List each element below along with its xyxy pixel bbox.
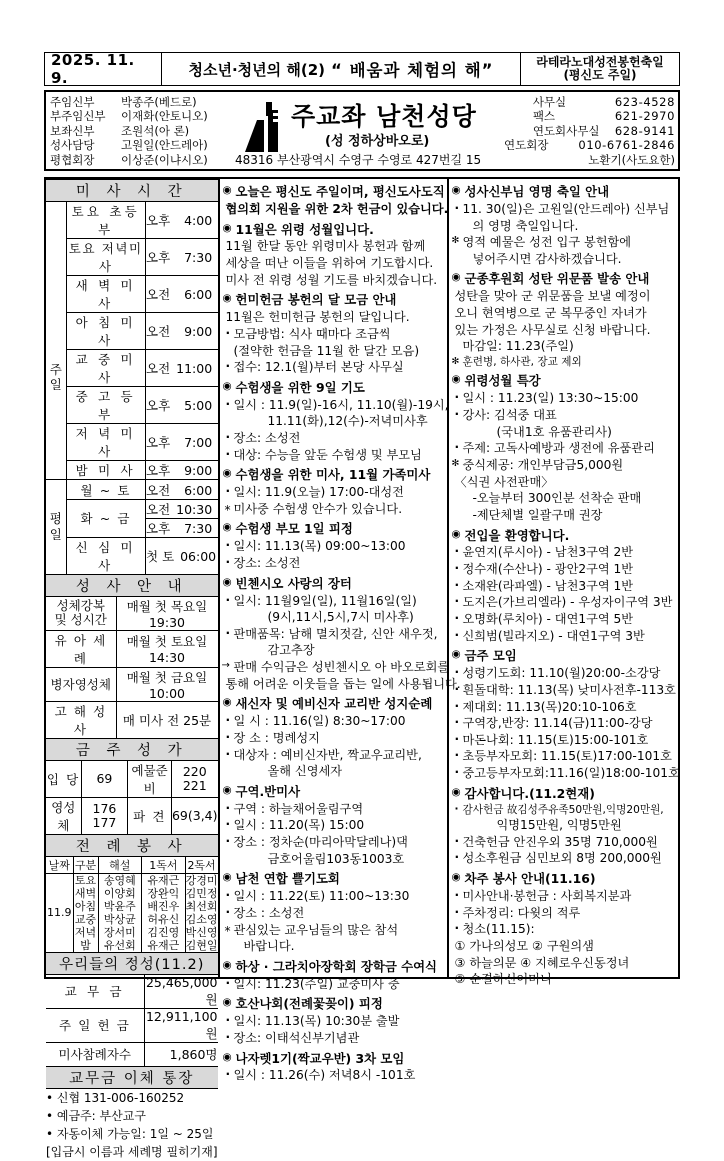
notice-line: · 주제: 고독사예방과 생전에 유품관리: [453, 440, 680, 457]
notice-nazareth-meeting: [224, 1050, 444, 1085]
contact-label: 연도회사무실: [532, 123, 600, 138]
sacrament-name: 성체강복 및 성시간: [46, 596, 116, 630]
parish-identity: [229, 92, 502, 169]
notice-line: · 청소(11.15):: [453, 921, 680, 938]
contact-label: 사무실: [532, 95, 567, 109]
notice-line: 성탄을 맞아 군 위문품을 보낼 예정이: [454, 289, 651, 304]
clergy-list: [46, 92, 229, 169]
notice-title: ◉ 헌미헌금 봉헌의 달 모금 안내: [224, 291, 444, 309]
contact-list: [502, 92, 678, 169]
liturgy-service-table: [46, 834, 218, 953]
notice-line: · 일시: 11월9일(일), 11월16일(일): [224, 593, 444, 610]
notice-line: · 일시: 11.23(주일) 교중미사 중: [224, 976, 444, 993]
clergy-name: 이상준(이냐시오): [121, 152, 208, 167]
mass-time: 오후 5:00: [146, 387, 218, 424]
notice-line: ③ 하늘의문 ④ 지혜로우신동정녀: [454, 955, 630, 970]
sacrament-when: 매월 첫 토요일 14:30: [116, 630, 218, 667]
hymn-table: [46, 738, 218, 835]
mass-name: 아 침 미 사: [66, 313, 146, 350]
notice-line: · 일시 : 11.26(수) 저녁8시 -101호: [224, 1067, 444, 1084]
col-reading2: 2독서: [185, 856, 217, 873]
account-line: • 자동이체 가능일: 1일 ~ 25일: [46, 1126, 214, 1141]
notice-line: ✻ 훈련병, 하사관, 장교 제외: [453, 355, 680, 369]
notice-november-souls-month: [224, 221, 444, 289]
notice-line: 감고추장: [267, 643, 315, 658]
notice-title: ◉ 군종후원회 성탄 위문품 발송 안내: [453, 270, 680, 288]
mass-time: 오전 9:00: [146, 313, 218, 350]
notice-line: · 장 소 : 명례성지: [224, 730, 444, 747]
contact-label: 연도회장: [504, 138, 549, 153]
sacrament-when: 매월 첫 금요일 10:00: [116, 667, 218, 701]
masthead: [44, 90, 680, 171]
notice-line: · 제대회: 11.13(목)20:10-106호: [453, 699, 680, 716]
clergy-name: 이재화(안토니오): [121, 109, 208, 124]
sacrament-name: 유 아 세 례: [46, 630, 116, 667]
contact-row: [504, 124, 675, 138]
mass-schedule-table: [46, 179, 218, 575]
notice-line: 익명15만원, 익명5만원: [496, 818, 622, 833]
notice-line: 세상을 떠난 이들을 위하여 기도합시다.: [225, 256, 434, 271]
mass-name: 신 심 미 사: [66, 537, 146, 574]
service-slots: 토요 새벽 아침 교중 저녁 밤: [74, 873, 97, 952]
notice-line: · 성령기도회: 11.10(월)20:00-소강당: [453, 665, 680, 682]
service-reading2: 강경미 김민정 최선회 김소영 박신영 김현일: [185, 873, 218, 952]
notice-new-members: [453, 527, 680, 645]
offering-value: 12,911,100원: [145, 1008, 218, 1041]
notice-line: (국내1호 유품관리사): [496, 424, 612, 439]
notice-title: ◉ 위령성월 특강: [453, 372, 680, 390]
clergy-row: [50, 138, 227, 152]
notice-laity-sunday: [224, 183, 449, 218]
sacrament-when: 매월 첫 목요일 19:30: [116, 596, 218, 630]
notice-line: 넣어주시면 감사하겠습니다.: [472, 251, 622, 266]
notice-district-mass: [224, 783, 444, 867]
notice-line: · 도지은(가브리엘라) - 우성자이구역 3반: [453, 594, 680, 611]
notice-title: ◉ 성사신부님 영명 축일 안내: [453, 183, 680, 201]
notice-military-gift: [453, 270, 680, 369]
notice-line: · 구역 : 하늘채어울림구역: [224, 801, 444, 818]
mass-time: 오후 7:30: [146, 518, 218, 537]
notice-line: · 초등부자모회: 11.15(토)17:00-101호: [453, 748, 680, 765]
notice-line: · 흰돌대학: 11.13(목) 낮미사전후-113호: [453, 682, 680, 699]
mass-time: 오전 6:00: [146, 276, 218, 313]
mass-name: 월 ~ 토: [66, 480, 146, 499]
mass-name: 화 ~ 금: [66, 499, 146, 537]
account-details: [46, 1088, 218, 1161]
clergy-role: 성사담당: [50, 138, 95, 153]
notice-family-mass: [224, 466, 444, 517]
liturgy-heading: 전 례 봉 사: [46, 834, 218, 856]
mass-time: 오전 6:00: [146, 480, 218, 499]
hymn-sending-value: 69(3,4): [171, 797, 217, 834]
notice-novena-for-students: [224, 379, 449, 463]
notice-scholarship-ceremony: [224, 958, 444, 993]
sacrament-name: 고 해 성 사: [46, 701, 116, 738]
mass-time: 오전 11:00: [146, 350, 218, 387]
sacrament-heading: 성 사 안 내: [46, 574, 218, 596]
notice-line: · 구역장,반장: 11.14(금)11:00-강당: [453, 715, 680, 732]
col-slot: 구분: [73, 856, 98, 873]
right-notices-column: [449, 179, 683, 987]
hymn-offertory-value: 220 221: [171, 760, 217, 797]
bulletin-theme: [161, 52, 521, 86]
notice-line: · 마돈나회: 11.15(토)15:00-101호: [453, 732, 680, 749]
notice-line: * 관심있는 교우님들의 많은 참석: [224, 922, 444, 939]
parish-address: 48316 부산광역시 수영구 수영로 427번길 15: [235, 153, 482, 167]
feast-line-1: 라테라노대성전봉헌축일: [536, 54, 664, 69]
left-column: [46, 179, 220, 1159]
notice-line: 미사 전 위령 성월 기도를 바치겠습니다.: [225, 272, 438, 287]
notice-line: · 오명화(루치아) - 대연1구역 5반: [453, 611, 680, 628]
bulletin-header-row: [44, 52, 680, 86]
contact-row: [504, 95, 675, 109]
notice-line: 의 영명 축일입니다.: [472, 218, 579, 233]
notice-line: · 모금방법: 식사 때마다 조금씩: [224, 326, 444, 343]
account-heading: 교무금 이체 통장: [46, 1066, 218, 1088]
notice-title: ◉ 전입을 환영합니다.: [453, 527, 680, 545]
notice-line: · 판매품목: 남해 멸치젓갈, 신안 새우젓,: [224, 626, 444, 643]
hymn-sending-label: 파 견: [128, 797, 172, 834]
notice-line: 마감일: 11.23(주일): [462, 339, 574, 354]
mass-time: 첫 토 06:00: [146, 537, 218, 574]
notice-title: ◉ 빈첸시오 사랑의 장터: [224, 575, 444, 593]
account-line: • 예금주: 부산교구: [46, 1108, 146, 1123]
col-date: 날짜: [46, 856, 73, 873]
notice-title: ◉ 하상 · 그라치아장학회 장학금 수여식: [224, 958, 444, 976]
notice-line: · 11. 30(일)은 고원일(안드레아) 신부님: [453, 201, 680, 218]
notice-hosanna-retreat: [224, 995, 444, 1046]
clergy-name: 박종주(베드로): [121, 95, 197, 109]
mass-schedule-heading: 미 사 시 간: [46, 180, 218, 202]
notice-line: ✻ 영적 예물은 성전 입구 봉헌함에: [453, 234, 680, 251]
notice-line: · 일시: 11.13(목) 10:30분 출발: [224, 1013, 444, 1030]
sunday-label: 주일: [46, 276, 66, 480]
notice-line: · 일시 : 11.22(토) 11:00~13:30: [224, 888, 444, 905]
parish-patron: (성 정하상바오로): [325, 134, 430, 149]
mass-name: 중 고 등 부: [66, 387, 146, 424]
bulletin-date: 2025. 11. 9.: [44, 52, 162, 86]
notice-line: ✻ 중식제공: 개인부담금5,000원: [453, 457, 680, 474]
notice-line: 11월은 헌미헌금 봉헌의 달입니다.: [225, 310, 410, 325]
notice-title: ◉ 감사합니다.(11.2현재): [453, 785, 680, 803]
clergy-role: 주임신부: [50, 95, 95, 109]
bulletin-body: [44, 177, 680, 1159]
notice-title: ◉ 금주 모임: [453, 647, 680, 665]
hymn-communion-label: 영성체: [46, 797, 81, 834]
notice-vincent-charity-market: [224, 575, 461, 693]
service-commentators: 송영혜 이양회 박윤주 박상균 장서미 유선회: [98, 873, 142, 952]
notice-line: · 정수재(수산나) - 광안2구역 1반: [453, 561, 680, 578]
clergy-row: [50, 109, 227, 123]
notice-line: · 장소 : 소성전: [224, 905, 444, 922]
notice-line: · 일시 : 11.23(일) 13:30~15:00: [453, 390, 680, 407]
mass-time: 오후 9:00: [146, 461, 218, 480]
notice-line: · 일시 : 11.9(일)-16시, 11.10(월)-19시,: [224, 397, 444, 414]
notice-line: · 주차정리: 다윗의 적루: [453, 905, 680, 922]
notice-line: · 신희범(빌라지오) - 대연1구역 3반: [453, 628, 680, 645]
clergy-name: 고원일(안드레아): [121, 138, 208, 153]
notice-title: ◉ 남천 연합 쁠기도회: [224, 870, 444, 888]
weekday-label: 평일: [46, 480, 66, 574]
offerings-table: [46, 952, 218, 1067]
notice-line: 오니 현역병으로 군 복무중인 자녀가: [454, 306, 647, 320]
middle-notices-column: [220, 179, 461, 1083]
offerings-heading: 우리들의 정성(11.2): [46, 952, 218, 974]
offering-value: 25,465,000원: [145, 974, 218, 1007]
contact-value: 010-6761-2846: [578, 138, 675, 153]
notice-line: 〈식권 사전판매〉: [454, 474, 554, 489]
theme-quote: “ 배움과 체험의 해”: [331, 61, 494, 80]
notice-line: · 일시 : 11.20(목) 15:00: [224, 817, 444, 834]
notice-title: ◉ 수험생 부모 1일 피정: [224, 520, 444, 538]
account-note: [입금시 이름과 세례명 필히기재]: [46, 1144, 218, 1159]
notice-title: ◉ 차주 봉사 안내(11.16): [453, 870, 680, 888]
theme-prefix: 청소년·청년의 해(2): [188, 60, 325, 79]
clergy-name: 조원석(아 론): [121, 123, 190, 138]
clergy-row: [50, 95, 227, 109]
hymn-communion-value: 176 177: [81, 797, 128, 834]
parish-name: 주교좌 남천성당: [291, 102, 477, 131]
mass-time: 오전 10:30: [146, 499, 218, 518]
contact-label: 팩스: [532, 109, 556, 124]
notice-line: ① 가나의성모 ② 구원의샘: [454, 938, 594, 953]
notice-line: 바랍니다.: [243, 939, 295, 954]
hymn-heading: 금 주 성 가: [46, 738, 218, 760]
notice-line: · 일시: 11.9(오늘) 17:00-대성전: [224, 484, 444, 501]
notice-pilgrimage: [224, 695, 444, 779]
notice-line: · 중고등부자모회:11.16(일)18:00-101호: [453, 765, 680, 782]
notice-line: 통해 어려운 이웃들을 돕는 일에 사용됩니다.: [225, 676, 461, 691]
notice-line: 11.11(화),12(수)-저녁미사후: [267, 414, 428, 429]
col-commentator: 해설: [98, 856, 142, 873]
notice-line: · 성소후원금 심민보외 8명 200,000원: [453, 850, 680, 867]
mass-time: 오후 7:00: [146, 424, 218, 461]
parish-logo-icon: [244, 100, 290, 154]
notice-next-week-service: [453, 870, 680, 988]
contact-row: [504, 109, 675, 123]
hymn-entry-label: 입 당: [46, 760, 81, 797]
notice-line: -제단체별 일괄구매 권장: [472, 507, 603, 522]
notice-line: · 대상자 : 예비신자반, 짝교우교리반,: [224, 747, 444, 764]
notice-line: · 감사헌금 故김성주유족50만원,익명20만원,: [453, 803, 680, 817]
notice-line: 올해 신영세자: [267, 764, 343, 779]
offering-label: 교 무 금: [46, 974, 144, 1008]
notice-title: ◉ 수험생을 위한 9일 기도: [224, 379, 444, 397]
notice-line: 협의회 지원을 위한 2차 헌금이 있습니다.: [225, 201, 449, 216]
contact-value: 621-2970: [614, 109, 675, 124]
notice-line: · 장소: 이태석신부기념관: [224, 1030, 444, 1047]
sacrament-table: [46, 574, 218, 739]
hymn-entry-value: 69: [81, 760, 128, 797]
contact-row: [504, 138, 675, 152]
notice-line: · 강사: 김석중 대표: [453, 407, 680, 424]
feast-title: [520, 52, 680, 86]
account-table: [46, 1066, 218, 1161]
notice-title: ◉ 나자렛1기(짝교우반) 3차 모임: [224, 1050, 444, 1068]
mass-time: 오후 7:30: [146, 239, 218, 276]
notice-line: · 장소: 소성전: [224, 430, 444, 447]
hymn-offertory-label: 예물준비: [128, 760, 172, 797]
notice-line: · 대상: 수능을 앞둔 수험생 및 부모님: [224, 447, 444, 464]
notice-rice-offering: [224, 291, 444, 375]
notice-line: · 장소: 소성전: [224, 555, 444, 572]
table-row: [46, 873, 218, 952]
clergy-role: 평협회장: [50, 152, 95, 167]
notice-line: · 일시: 11.13(목) 09:00~13:00: [224, 538, 444, 555]
notice-thanks-donations: [453, 785, 680, 867]
clergy-row: [50, 124, 227, 138]
notice-priest-nameday: [453, 183, 680, 267]
notice-title: ◉ 오늘은 평신도 주일이며, 평신도사도직: [224, 183, 444, 201]
notice-line: * 미사중 수험생 안수가 있습니다.: [224, 501, 444, 518]
notice-line: · 접수: 12.1(월)부터 본당 사무실: [224, 359, 444, 376]
notice-parents-retreat: [224, 520, 444, 571]
notice-line: (절약한 헌금을 11월 한 달간 모음): [233, 343, 420, 358]
notice-line: -오늘부터 300인분 선착순 판매: [472, 491, 642, 506]
notice-line: → 판매 수익금은 성빈첸시오 아 바오로회를: [224, 659, 444, 676]
notice-line: · 장소 : 정차순(마리아막달레나)댁: [224, 834, 444, 851]
offering-label: 미사참례자수: [46, 1042, 144, 1066]
contact-value: 628-9141: [614, 123, 675, 138]
mass-name: 밤 미 사: [66, 461, 146, 480]
contact-footer: 노환기(사도요한): [588, 152, 675, 167]
notice-line: · 건축헌금 안진우외 35명 710,000원: [453, 834, 680, 851]
notice-line: · 윤연지(루시아) - 남천3구역 2반: [453, 544, 680, 561]
service-date: 11.9: [46, 873, 73, 952]
notice-line: ⑤ 순결하신어머니: [454, 972, 552, 987]
clergy-row: [50, 153, 227, 167]
offering-label: 주 일 헌 금: [46, 1008, 144, 1042]
contact-value: 623-4528: [614, 95, 675, 109]
notice-line: · 소재완(라파엘) - 남천3구역 1반: [453, 578, 680, 595]
col-reading1: 1독서: [142, 856, 186, 873]
clergy-role: 보좌신부: [50, 123, 95, 138]
notice-title: ◉ 호산나회(전례꽃꽂이) 피정: [224, 995, 444, 1013]
clergy-role: 부주임신부: [50, 109, 106, 124]
mass-name: 새 벽 미 사: [66, 276, 146, 313]
notice-line: 있는 가정은 사무실로 신청 바랍니다.: [454, 322, 651, 337]
notice-line: · 일 시 : 11.16(일) 8:30~17:00: [224, 713, 444, 730]
account-line: • 신협 131-006-160252: [46, 1090, 185, 1105]
notice-title: ◉ 구역.반미사: [224, 783, 444, 801]
notice-legion-prayer-meeting: [224, 870, 444, 954]
sacrament-when: 매 미사 전 25분: [116, 701, 218, 738]
service-reading1: 유재근 장완익 배진우 허유신 김진영 유재근: [142, 873, 186, 952]
notice-line: 금호어울림103동1003호: [267, 851, 405, 866]
offering-value: 1,860명: [144, 1042, 218, 1066]
mass-name: 교 중 미 사: [66, 350, 146, 387]
notice-line: 11월 한달 동안 위령미사 봉헌과 함께: [225, 239, 426, 254]
mass-name: 저 녁 미 사: [66, 424, 146, 461]
notice-title: ◉ 수험생을 위한 미사, 11월 가족미사: [224, 466, 444, 484]
sacrament-name: 병자영성체: [46, 667, 116, 701]
notice-title: ◉ 새신자 및 예비신자 교리반 성지순례: [224, 695, 444, 713]
notice-title: ◉ 11월은 위령 성월입니다.: [224, 221, 444, 239]
notice-line: · 미사안내·봉헌금 : 사회복지분과: [453, 888, 680, 905]
mass-name: 토요 초등부: [66, 202, 146, 239]
notice-line: (9시,11시,5시,7시 미사후): [267, 610, 414, 625]
mass-name: 토요 저녁미사: [66, 239, 146, 276]
mass-time: 오후 4:00: [146, 202, 218, 239]
feast-line-2: (평신도 주일): [563, 68, 637, 82]
notice-souls-month-lecture: [453, 372, 680, 523]
notice-weekly-meetings: [453, 647, 680, 781]
